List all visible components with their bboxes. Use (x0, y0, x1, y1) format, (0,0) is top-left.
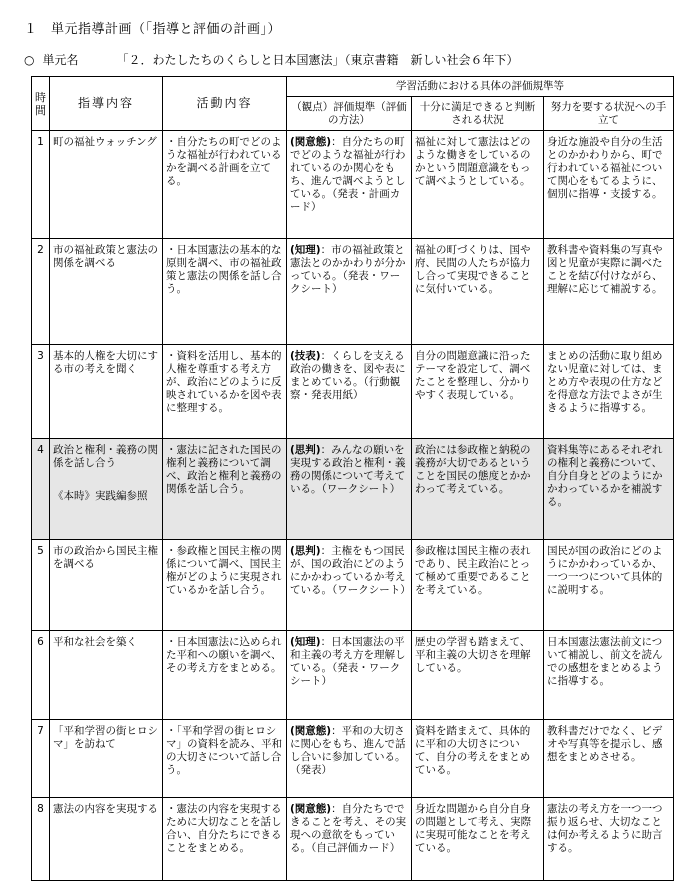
page-heading: １ 単元指導計画（「指導と評価の計画」） (24, 22, 282, 37)
row-criteria (287, 131, 412, 239)
row-kanten: (関意態) (290, 803, 332, 815)
row-criteria-text: ：主権をもつ国民が、国の政治にどのようにかかわっているか考えている。（ワークシート） (290, 545, 411, 596)
row-criteria-text: ：みんなの願いを実現する政治と権利・義務の関係について考えている。（ワークシート） (290, 444, 406, 495)
table-row (32, 239, 674, 345)
row-activity: ・自分たちの町でどのような福祉が行われているかを調べる計画を立てる。 (163, 131, 287, 239)
circle-bullet-icon: ○ (24, 53, 35, 67)
row-criteria (287, 439, 412, 540)
row-criteria-text: ：自分たちの町でどのような福祉が行われているのか関心をもち、進んで調べようとしている。（発表・計画カード） (290, 136, 406, 213)
row-satisfied: 自分の問題意識に沿ったテーマを設定して、調べたことを整理し、分かりやすく表現している。 (412, 345, 544, 439)
row-criteria-text: ：市の福祉政策と憲法とのかかわりが分かっている。（発表・ワークシート） (290, 244, 406, 295)
row-criteria (287, 798, 412, 881)
row-number: 1 (32, 131, 50, 239)
row-content (50, 720, 163, 798)
row-activity: ・資料を活用し、基本的人権を尊重する考え方が、政治にどのように反映されているかを図や表に整理する。 (163, 345, 287, 439)
unit-title: 「２．わたしたちのくらしと日本国憲法」（東京書籍 新しい社会６年下） (116, 53, 519, 67)
row-effort: 憲法の考え方を一つ一つ振り返らせ、大切なことは何か考えるように助言する。 (544, 798, 674, 881)
row-content-text: 「平和学習の街ヒロシマ」を訪ねて (53, 725, 158, 750)
row-number: 3 (32, 345, 50, 439)
table-row (32, 345, 674, 439)
row-content (50, 631, 163, 720)
row-kanten: (技表) (290, 350, 321, 362)
row-content (50, 131, 163, 239)
row-content (50, 798, 163, 881)
table-row (32, 720, 674, 798)
row-satisfied: 政治には参政権と納税の義務が大切であるということを国民の態度とかかわって考えている。 (412, 439, 544, 540)
row-content (50, 345, 163, 439)
row-criteria-text: ：くらしを支える政治の働きを、図や表にまとめている。（行動観察・発表用紙） (290, 350, 406, 401)
header-jikan: 時間 (32, 77, 50, 131)
row-satisfied: 参政権は国民主権の表れであり、民主政治にとって極めて重要であることを考えている。 (412, 540, 544, 631)
row-criteria (287, 239, 412, 345)
row-effort: 身近な施設や自分の生活とのかかわりから、町で行われている福祉について関心をもてるように、個別に指導・支援する。 (544, 131, 674, 239)
row-effort: まとめの活動に取り組めない児童に対しては、まとめ方や表現の仕方などを得意な方法でよさが生きるように指導する。 (544, 345, 674, 439)
row-kanten: (知理) (290, 636, 321, 648)
row-kanten: (思判) (290, 545, 321, 557)
row-effort: 教科書だけでなく、ビデオや写真等を提示し、感想をまとめさせる。 (544, 720, 674, 798)
row-content-text: 市の政治から国民主権を調べる (53, 545, 158, 570)
row-activity: ・「平和学習の街ヒロシマ」の資料を読み、平和の大切さについて話し合う。 (163, 720, 287, 798)
row-satisfied: 福祉に対して憲法はどのような働きをしているのかという問題意識をもって調べようとしている。 (412, 131, 544, 239)
row-content-text: 市の福祉政策と憲法の関係を調べる (53, 244, 158, 269)
header-satisfied: 十分に満足できると判断される状況 (412, 97, 544, 131)
row-satisfied: 身近な問題から自分自身の問題として考え、実際に実現可能なことを考えている。 (412, 798, 544, 881)
header-criteria: （観点）評価規準（評価の方法） (287, 97, 412, 131)
header-activity: 活動内容 (163, 77, 287, 131)
row-effort: 資料集等にあるそれぞれの権利と義務について、自分自身とどのようにかかわっているかを補説する。 (544, 439, 674, 540)
row-effort: 日本国憲法憲法前文について補説し、前文を読んでの感想をまとめるように指導する。 (544, 631, 674, 720)
row-satisfied: 福祉の町づくりは、国や府、民間の人たちが協力し合って実現できることに気付いている。 (412, 239, 544, 345)
row-criteria-text: ：平和の大切さに関心をもち、進んで話し合いに参加している。（発表） (290, 725, 406, 776)
row-content (50, 239, 163, 345)
unit-label: 単元名 (42, 53, 79, 67)
unit-name-line (24, 51, 519, 68)
row-effort: 国民が国の政治にどのようにかかわっているか、一つ一つについて具体的に説明する。 (544, 540, 674, 631)
row-kanten: (思判) (290, 444, 321, 456)
row-activity: ・参政権と国民主権の関係について調べ、国民主権がどのように実現されているかを話し合う。 (163, 540, 287, 631)
row-activity: ・日本国憲法に込められた平和への願いを調べ、その考え方をまとめる。 (163, 631, 287, 720)
row-content-text: 政治と権利・義務の関係を話し合う (53, 444, 158, 469)
row-activity: ・憲法に記された国民の権利と義務について調べ、政治と権利と義務の関係を話し合う。 (163, 439, 287, 540)
row-criteria (287, 345, 412, 439)
row-kanten: (知理) (290, 244, 321, 256)
row-number: 8 (32, 798, 50, 881)
row-criteria-text: ：自分たちでできることを考え、その実現への意欲をもっている。（自己評価カード） (290, 803, 407, 854)
table-row (32, 631, 674, 720)
table-row-current-lesson (32, 439, 674, 540)
row-activity: ・日本国憲法の基本的な原則を調べ、市の福祉政策と憲法の関係を話し合う。 (163, 239, 287, 345)
row-content (50, 439, 163, 540)
row-kanten: (関意態) (290, 725, 332, 737)
row-activity: ・憲法の内容を実現するために大切なことを話し合い、自分たちにできることをまとめる。 (163, 798, 287, 881)
header-content: 指導内容 (50, 77, 163, 131)
row-content-text: 憲法の内容を実現する (53, 803, 158, 815)
header-criteria-group: 学習活動における具体の評価規準等 (287, 77, 674, 97)
row-number: 7 (32, 720, 50, 798)
row-content-text: 平和な社会を築く (53, 636, 137, 648)
table-row (32, 798, 674, 881)
header-effort: 努力を要する状況への手立て (544, 97, 674, 131)
practice-reference-note: 《本時》実践編参照 (53, 490, 148, 502)
row-effort: 教科書や資料集の写真や図と児童が実際に調べたことを結び付けながら、理解に応じて補説する。 (544, 239, 674, 345)
row-criteria (287, 540, 412, 631)
table-row (32, 131, 674, 239)
row-number: 4 (32, 439, 50, 540)
row-satisfied: 歴史の学習も踏まえて、平和主義の大切さを理解している。 (412, 631, 544, 720)
row-number: 5 (32, 540, 50, 631)
row-criteria (287, 631, 412, 720)
row-criteria (287, 720, 412, 798)
row-number: 6 (32, 631, 50, 720)
lesson-plan-table (31, 76, 674, 881)
row-number: 2 (32, 239, 50, 345)
row-kanten: (関意態) (290, 136, 332, 148)
row-content (50, 540, 163, 631)
row-satisfied: 資料を踏まえて、具体的に平和の大切さについて、自分の考えをまとめている。 (412, 720, 544, 798)
row-criteria-text: ：日本国憲法の平和主義の考え方を理解している。（発表・ワークシート） (290, 636, 406, 687)
table-row (32, 540, 674, 631)
row-content-text: 町の福祉ウォッチング (53, 136, 157, 148)
row-content-text: 基本的人権を大切にする市の考えを聞く (53, 350, 158, 375)
